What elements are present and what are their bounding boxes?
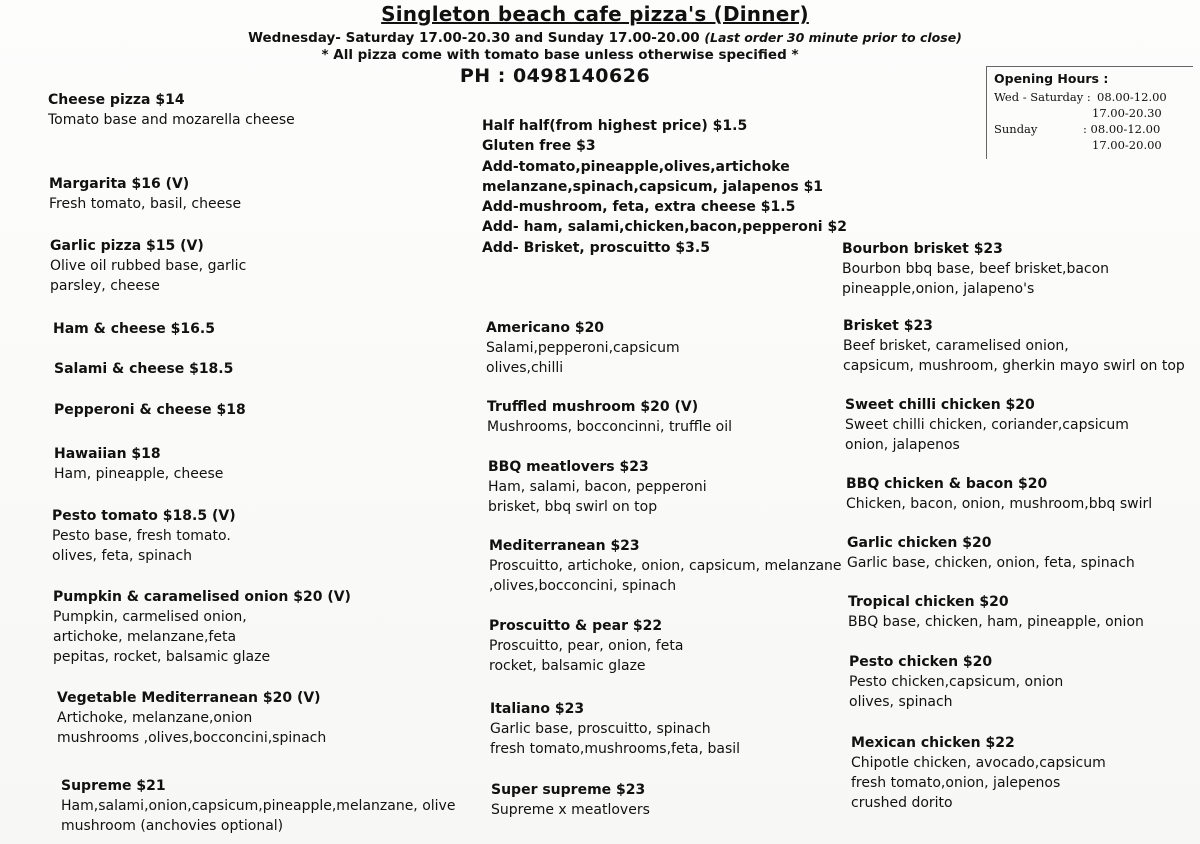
menu-item [53, 319, 215, 339]
menu-item [846, 474, 1152, 514]
item-desc: artichoke, melanzane,feta [53, 629, 237, 645]
menu-item [50, 236, 246, 296]
item-desc: Fresh tomato, basil, cheese [49, 196, 242, 212]
dinner-hours [10, 30, 1200, 46]
menu-item [845, 395, 1129, 455]
item-desc: pepitas, rocket, balsamic glaze [53, 649, 271, 665]
item-desc: Ham,salami,onion,capsicum,pineapple,melanzane, olive [61, 798, 456, 814]
item-name: Bourbon brisket $23 [842, 241, 1003, 257]
item-desc: Sweet chilli chicken, coriander,capsicum [845, 417, 1129, 433]
extra-option: Add- ham, salami,chicken,bacon,pepperoni $2 [482, 219, 847, 236]
item-desc: Garlic base, chicken, onion, feta, spinach [847, 555, 1135, 571]
item-name: Tropical chicken $20 [848, 594, 1009, 610]
item-name: Cheese pizza $14 [48, 92, 185, 108]
item-desc: rocket, balsamic glaze [489, 658, 646, 674]
menu-item [848, 592, 1144, 632]
item-name: Supreme $21 [61, 778, 166, 794]
item-name: Truffled mushroom $20 (V) [487, 399, 699, 415]
extra-option: melanzane,spinach,capsicum, jalapenos $1 [482, 178, 824, 195]
item-name: Garlic pizza $15 (V) [50, 238, 204, 254]
menu-item [57, 688, 326, 748]
item-desc: Proscuitto, artichoke, onion, capsicum, melanzane [489, 558, 842, 574]
wed-sat-morning: 08.00-12.00 [1097, 90, 1167, 104]
sunday-evening: 17.00-20.00 [1092, 138, 1162, 152]
item-name: Brisket $23 [843, 318, 933, 334]
item-desc: brisket, bbq swirl on top [488, 499, 658, 515]
item-name: Mexican chicken $22 [851, 735, 1015, 751]
menu-item [49, 174, 241, 214]
item-desc: BBQ base, chicken, ham, pineapple, onion [848, 614, 1144, 630]
item-desc: fresh tomato,mushrooms,feta, basil [490, 741, 741, 757]
menu-item [843, 316, 1185, 376]
menu-item [490, 699, 740, 759]
phone-number: PH : 0498140626 [459, 65, 651, 87]
item-name: Pesto tomato $18.5 (V) [52, 508, 236, 524]
menu-item [54, 359, 233, 379]
wed-sat-label: Wed - Saturday : [994, 90, 1091, 104]
menu-item [842, 239, 1109, 299]
item-desc: olives, feta, spinach [52, 548, 193, 564]
menu-item [48, 90, 295, 130]
item-desc: Mushrooms, bocconcinni, truffle oil [487, 419, 732, 435]
menu-item [54, 444, 223, 484]
menu-title: Singleton beach cafe pizza's (Dinner) [381, 2, 809, 26]
menu-item [52, 506, 236, 566]
item-desc: crushed dorito [851, 795, 953, 811]
item-desc: Ham, salami, bacon, pepperoni [488, 479, 707, 495]
item-desc: Ham, pineapple, cheese [54, 466, 224, 482]
item-desc: Olive oil rubbed base, garlic [50, 258, 247, 274]
item-name: Pepperoni & cheese $18 [54, 402, 246, 418]
extra-option: Add-tomato,pineapple,olives,artichoke [482, 158, 790, 175]
item-desc: fresh tomato,onion, jalepenos [851, 775, 1061, 791]
item-desc: Artichoke, melanzane,onion [57, 710, 253, 726]
menu-item [487, 397, 732, 437]
item-desc: capsicum, mushroom, gherkin mayo swirl on top [843, 358, 1185, 374]
item-desc: Beef brisket, caramelised onion, [843, 338, 1069, 354]
extra-option: Add-mushroom, feta, extra cheese $1.5 [482, 199, 796, 216]
item-name: Margarita $16 (V) [49, 176, 190, 192]
item-desc: Pumpkin, carmelised onion, [53, 609, 247, 625]
extra-option: Gluten free $3 [482, 138, 596, 155]
menu-item [61, 776, 455, 836]
tomato-base-note: * All pizza come with tomato base unless otherwise specified * [321, 47, 799, 63]
menu-item [54, 400, 246, 420]
menu-item [489, 536, 842, 596]
extras-list [482, 116, 847, 258]
item-desc: Supreme x meatlovers [491, 802, 650, 818]
item-name: Ham & cheese $16.5 [53, 321, 215, 337]
item-name: Garlic chicken $20 [847, 535, 992, 551]
item-name: Italiano $23 [490, 701, 585, 717]
menu-item [489, 616, 683, 676]
item-desc: mushroom (anchovies optional) [61, 818, 284, 834]
item-desc: Tomato base and mozarella cheese [48, 112, 295, 128]
item-name: BBQ chicken & bacon $20 [846, 476, 1048, 492]
item-desc: Pesto chicken,capsicum, onion [849, 674, 1064, 690]
sunday-label: Sunday [994, 122, 1038, 136]
item-desc: Chicken, bacon, onion, mushroom,bbq swirl [846, 496, 1153, 512]
extra-option: Half half(from highest price) $1.5 [482, 118, 748, 134]
sunday-morning: : 08.00-12.00 [1083, 122, 1161, 136]
item-desc: parsley, cheese [50, 278, 160, 294]
item-name: BBQ meatlovers $23 [488, 459, 649, 475]
item-name: Proscuitto & pear $22 [489, 618, 663, 634]
opening-hours-box [986, 66, 1193, 159]
last-order-note: (Last order 30 minute prior to close) [704, 30, 962, 45]
dinner-hours-main: Wednesday- Saturday 17.00-20.30 and Sunday 17.00-20.00 [248, 30, 700, 46]
item-name: Sweet chilli chicken $20 [845, 397, 1035, 413]
item-name: Salami & cheese $18.5 [54, 361, 234, 377]
item-name: Pumpkin & caramelised onion $20 (V) [53, 589, 351, 605]
item-name: Pesto chicken $20 [849, 654, 993, 670]
wed-sat-evening: 17.00-20.30 [1092, 106, 1162, 120]
item-desc: Proscuitto, pear, onion, feta [489, 638, 684, 654]
item-desc: Chipotle chicken, avocado,capsicum [851, 755, 1106, 771]
item-desc: Salami,pepperoni,capsicum [486, 340, 680, 356]
item-desc: Bourbon bbq base, beef brisket,bacon [842, 261, 1110, 277]
item-desc: Garlic base, proscuitto, spinach [490, 721, 711, 737]
item-desc: olives,chilli [486, 360, 564, 376]
menu-item [491, 780, 650, 820]
menu-item [851, 733, 1106, 813]
menu-item [486, 318, 680, 378]
item-desc: ,olives,bocconcini, spinach [489, 578, 677, 594]
item-desc: mushrooms ,olives,bocconcini,spinach [57, 730, 327, 746]
menu-item [849, 652, 1063, 712]
extra-option: Add- Brisket, proscuitto $3.5 [482, 239, 710, 256]
item-desc: olives, spinach [849, 694, 953, 710]
item-desc: onion, jalapenos [845, 437, 960, 453]
item-desc: pineapple,onion, jalapeno's [842, 281, 1035, 297]
menu-item [847, 533, 1135, 573]
item-name: Vegetable Mediterranean $20 (V) [57, 690, 321, 706]
item-name: Super supreme $23 [491, 782, 646, 798]
item-name: Mediterranean $23 [489, 538, 640, 554]
menu-item [488, 457, 707, 517]
item-name: Americano $20 [486, 320, 605, 336]
opening-hours-title: Opening Hours : [994, 71, 1109, 86]
menu-item [53, 587, 351, 667]
item-name: Hawaiian $18 [54, 446, 161, 462]
item-desc: Pesto base, fresh tomato. [52, 528, 231, 544]
